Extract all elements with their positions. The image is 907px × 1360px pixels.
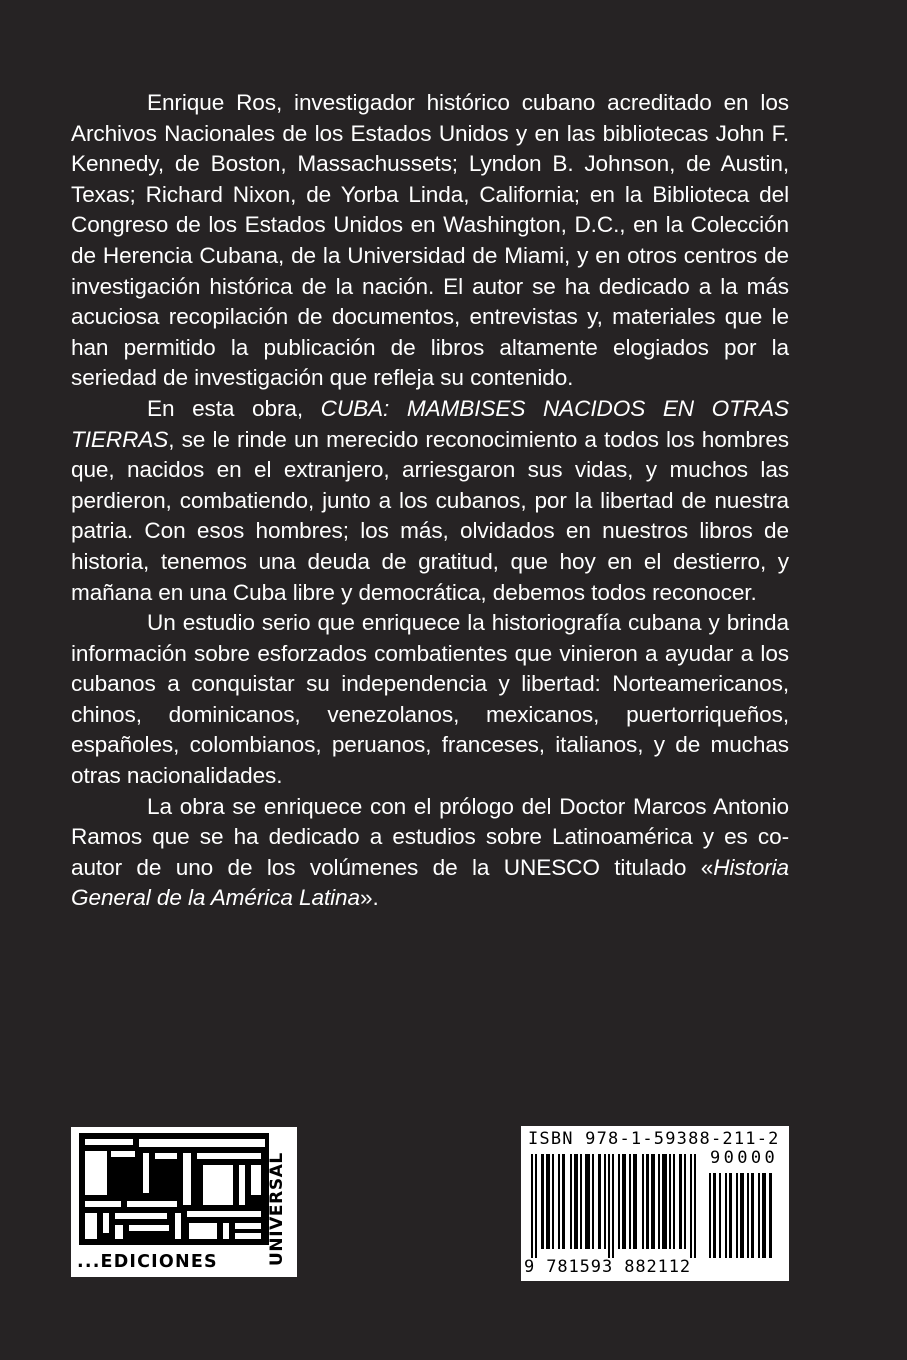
ean13-barcode-icon — [531, 1154, 703, 1258]
ean-digits: 9 781593 882112 — [524, 1257, 692, 1277]
paragraph-text: Enrique Ros, investigador histórico cubano acreditado en los Archivos Nacionales de los Estados Unidos y en las bibliotecas John F. Kennedy, de Boston, Massachussets; Lyndon B. Johnson, de Austin, Texas; Richard Nixon, de Yorba Linda, California; en la Biblioteca del Congreso de los Estados Unidos en Washington, D.C., en la Colección de Herencia Cubana, de la Universidad de Miami, y en otros centros de investigación histórica de la nación. El autor se ha dedicado a la más acuciosa recopilación de documentos, entrevistas y, materiales que le han permitido la publicación de libros altamente elogiados por la seriedad de investigación que refleja su contenido. — [71, 90, 789, 391]
paragraph-text: En esta obra, — [147, 395, 321, 421]
isbn-label: ISBN 978-1-59388-211-2 — [528, 1129, 780, 1149]
blurb-paragraph — [71, 88, 789, 394]
blurb-paragraph — [71, 792, 789, 914]
logo-wordmark-ediciones: ...EDICIONES — [77, 1252, 218, 1272]
ediciones-universal-logo-icon — [79, 1133, 269, 1245]
paragraph-text: ». — [360, 885, 379, 911]
publisher-logo — [71, 1127, 297, 1277]
price-addon-barcode-icon — [709, 1173, 781, 1258]
italic-title: CUBA: MAMBISES NACIDOS EN OTRAS TIERRAS — [71, 395, 789, 452]
paragraph-text: La obra se enriquece con el prólogo del Doctor Marcos Antonio Ramos que se ha dedicado a estudios sobre Latinoamérica y es co-autor de uno de los volúmenes de la UNESCO titulado « — [71, 793, 789, 880]
paragraph-text: Un estudio serio que enriquece la historiografía cubana y brinda información sobre esforzados combatientes que vinieron a ayudar a los cubanos a conquistar su independencia y libertad: Norteamericanos, chinos, dominicanos, venezolanos, mexicanos, puertorriqueños, españoles, colombianos, peruanos, franceses, italianos, y de muchas otras nacionalidades. — [71, 610, 789, 789]
blurb-paragraph — [71, 608, 789, 792]
blurb-paragraph — [71, 394, 789, 608]
isbn-barcode — [521, 1126, 789, 1281]
paragraph-text: , se le rinde un merecido reconocimiento a todos los hombres que, nacidos en el extranjero, arriesgaron sus vidas, y muchos las perdieron, combatiendo, junto a los cubanos, por la libertad de nuestra patria. Con esos hombres; los más, olvidados en nuestros libros de historia, tenemos una deuda de gratitud, que hoy en el destierro, y mañana en una Cuba libre y democrática, debemos todos reconocer. — [71, 426, 789, 605]
logo-wordmark-universal: UNIVERSAL — [267, 1152, 287, 1266]
price-code: 90000 — [710, 1148, 779, 1168]
italic-title: Historia General de la América Latina — [71, 854, 789, 911]
back-cover-blurb — [71, 88, 789, 914]
